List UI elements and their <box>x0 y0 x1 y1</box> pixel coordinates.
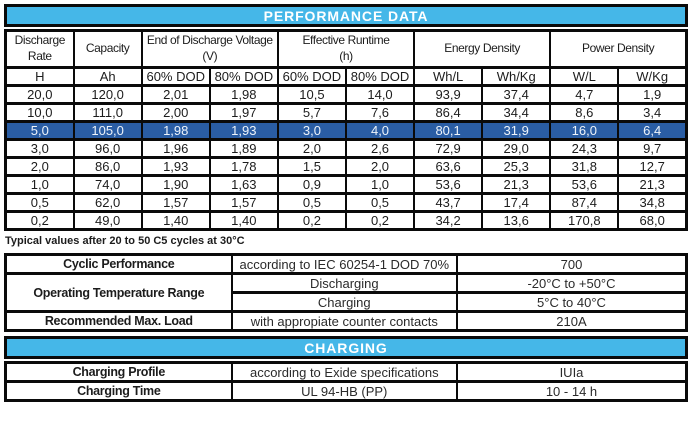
performance-cell: 1,93 <box>210 122 278 140</box>
performance-cell: 12,7 <box>618 158 686 176</box>
performance-row <box>6 176 687 194</box>
performance-group-header: Effective Runtime (h) <box>278 31 414 68</box>
performance-cell: 6,4 <box>618 122 686 140</box>
spec-value-cell: -20°C to +50°C <box>457 274 687 293</box>
spec-label-cell: Recommended Max. Load <box>6 312 232 331</box>
charging-table-body <box>6 363 687 401</box>
performance-unit-header: Wh/Kg <box>482 68 550 86</box>
performance-cell: 34,2 <box>414 212 482 230</box>
typical-values-note: Typical values after 20 to 50 C5 cycles at 30°C <box>5 235 245 247</box>
performance-cell: 37,4 <box>482 86 550 104</box>
performance-cell: 5,7 <box>278 104 346 122</box>
charging-title: CHARGING <box>304 339 388 356</box>
performance-cell: 21,3 <box>618 176 686 194</box>
performance-table-head <box>6 31 687 86</box>
performance-cell: 3,0 <box>6 140 74 158</box>
performance-group-header-row <box>6 31 687 68</box>
performance-cell: 53,6 <box>414 176 482 194</box>
performance-cell: 2,0 <box>278 140 346 158</box>
performance-row <box>6 104 687 122</box>
performance-cell: 13,6 <box>482 212 550 230</box>
performance-cell: 1,63 <box>210 176 278 194</box>
spec-description-cell: Charging <box>232 293 457 312</box>
performance-cell: 0,2 <box>6 212 74 230</box>
performance-group-header: Energy Density <box>414 31 550 68</box>
performance-cell: 80,1 <box>414 122 482 140</box>
performance-row <box>6 86 687 104</box>
performance-cell: 14,0 <box>346 86 414 104</box>
charging-label-cell: Charging Profile <box>6 363 232 382</box>
performance-cell: 34,8 <box>618 194 686 212</box>
performance-cell: 1,96 <box>142 140 210 158</box>
performance-cell: 87,4 <box>550 194 618 212</box>
performance-cell: 1,5 <box>278 158 346 176</box>
performance-cell: 1,9 <box>618 86 686 104</box>
general-specs-table-body <box>6 255 687 331</box>
performance-cell: 1,98 <box>142 122 210 140</box>
performance-cell: 0,5 <box>346 194 414 212</box>
performance-row <box>6 158 687 176</box>
performance-cell: 1,57 <box>142 194 210 212</box>
performance-data-header-bar <box>4 4 688 27</box>
performance-cell: 29,0 <box>482 140 550 158</box>
performance-cell: 49,0 <box>74 212 142 230</box>
performance-cell: 1,0 <box>6 176 74 194</box>
performance-cell: 31,8 <box>550 158 618 176</box>
performance-group-header: Capacity <box>74 31 142 68</box>
performance-unit-header: 60% DOD <box>278 68 346 86</box>
performance-cell: 96,0 <box>74 140 142 158</box>
performance-cell: 0,9 <box>278 176 346 194</box>
performance-units-row <box>6 68 687 86</box>
performance-cell: 53,6 <box>550 176 618 194</box>
performance-cell: 0,2 <box>346 212 414 230</box>
performance-cell: 1,93 <box>142 158 210 176</box>
performance-cell: 170,8 <box>550 212 618 230</box>
spec-label-cell: Operating Temperature Range <box>6 274 232 312</box>
performance-cell: 24,3 <box>550 140 618 158</box>
spec-description-cell: according to IEC 60254-1 DOD 70% <box>232 255 457 274</box>
performance-cell: 2,0 <box>346 158 414 176</box>
performance-cell: 9,7 <box>618 140 686 158</box>
performance-cell: 25,3 <box>482 158 550 176</box>
spec-description-cell: Discharging <box>232 274 457 293</box>
performance-cell: 105,0 <box>74 122 142 140</box>
performance-cell: 86,4 <box>414 104 482 122</box>
performance-cell: 3,0 <box>278 122 346 140</box>
spec-value-cell: 5°C to 40°C <box>457 293 687 312</box>
charging-description-cell: UL 94-HB (PP) <box>232 382 457 401</box>
performance-cell: 20,0 <box>6 86 74 104</box>
performance-cell: 8,6 <box>550 104 618 122</box>
performance-unit-header: H <box>6 68 74 86</box>
performance-unit-header: Wh/L <box>414 68 482 86</box>
charging-description-cell: according to Exide specifications <box>232 363 457 382</box>
performance-unit-header: 80% DOD <box>210 68 278 86</box>
performance-row <box>6 140 687 158</box>
performance-group-header: Power Density <box>550 31 686 68</box>
performance-cell: 2,01 <box>142 86 210 104</box>
performance-cell: 1,40 <box>142 212 210 230</box>
spec-row <box>6 312 687 331</box>
performance-cell: 1,98 <box>210 86 278 104</box>
performance-cell: 3,4 <box>618 104 686 122</box>
performance-cell: 68,0 <box>618 212 686 230</box>
performance-cell: 1,90 <box>142 176 210 194</box>
charging-value-cell: IUIa <box>457 363 687 382</box>
performance-cell: 93,9 <box>414 86 482 104</box>
performance-cell: 1,97 <box>210 104 278 122</box>
performance-cell: 31,9 <box>482 122 550 140</box>
spec-value-cell: 210A <box>457 312 687 331</box>
charging-label-cell: Charging Time <box>6 382 232 401</box>
performance-unit-header: 60% DOD <box>142 68 210 86</box>
performance-cell: 1,78 <box>210 158 278 176</box>
charging-row <box>6 363 687 382</box>
charging-row <box>6 382 687 401</box>
performance-cell: 1,89 <box>210 140 278 158</box>
general-specs-table <box>4 253 688 332</box>
performance-data-title: PERFORMANCE DATA <box>263 7 429 24</box>
spec-description-cell: with appropiate counter contacts <box>232 312 457 331</box>
performance-cell: 2,00 <box>142 104 210 122</box>
performance-cell: 34,4 <box>482 104 550 122</box>
performance-cell: 1,57 <box>210 194 278 212</box>
performance-cell: 0,2 <box>278 212 346 230</box>
spec-value-cell: 700 <box>457 255 687 274</box>
performance-cell: 7,6 <box>346 104 414 122</box>
performance-cell: 74,0 <box>74 176 142 194</box>
performance-row-highlighted <box>6 122 687 140</box>
performance-unit-header: W/Kg <box>618 68 686 86</box>
performance-unit-header: W/L <box>550 68 618 86</box>
performance-cell: 111,0 <box>74 104 142 122</box>
performance-cell: 2,0 <box>6 158 74 176</box>
charging-header-bar <box>4 336 688 359</box>
spec-row <box>6 274 687 293</box>
performance-cell: 4,7 <box>550 86 618 104</box>
performance-group-header: End of Discharge Voltage (V) <box>142 31 278 68</box>
performance-row <box>6 212 687 230</box>
performance-cell: 1,40 <box>210 212 278 230</box>
performance-row <box>6 194 687 212</box>
performance-cell: 10,5 <box>278 86 346 104</box>
performance-cell: 0,5 <box>278 194 346 212</box>
performance-cell: 21,3 <box>482 176 550 194</box>
performance-cell: 62,0 <box>74 194 142 212</box>
performance-cell: 16,0 <box>550 122 618 140</box>
performance-cell: 10,0 <box>6 104 74 122</box>
performance-cell: 5,0 <box>6 122 74 140</box>
performance-unit-header: Ah <box>74 68 142 86</box>
performance-cell: 72,9 <box>414 140 482 158</box>
charging-value-cell: 10 - 14 h <box>457 382 687 401</box>
performance-cell: 120,0 <box>74 86 142 104</box>
performance-cell: 0,5 <box>6 194 74 212</box>
charging-table <box>4 361 688 402</box>
performance-cell: 4,0 <box>346 122 414 140</box>
performance-cell: 1,0 <box>346 176 414 194</box>
performance-cell: 86,0 <box>74 158 142 176</box>
performance-cell: 63,6 <box>414 158 482 176</box>
performance-cell: 2,6 <box>346 140 414 158</box>
spec-label-cell: Cyclic Performance <box>6 255 232 274</box>
performance-cell: 43,7 <box>414 194 482 212</box>
performance-unit-header: 80% DOD <box>346 68 414 86</box>
spec-row <box>6 255 687 274</box>
performance-cell: 17,4 <box>482 194 550 212</box>
performance-group-header: Discharge Rate <box>6 31 74 68</box>
performance-table-body <box>6 86 687 230</box>
performance-table <box>4 29 688 231</box>
